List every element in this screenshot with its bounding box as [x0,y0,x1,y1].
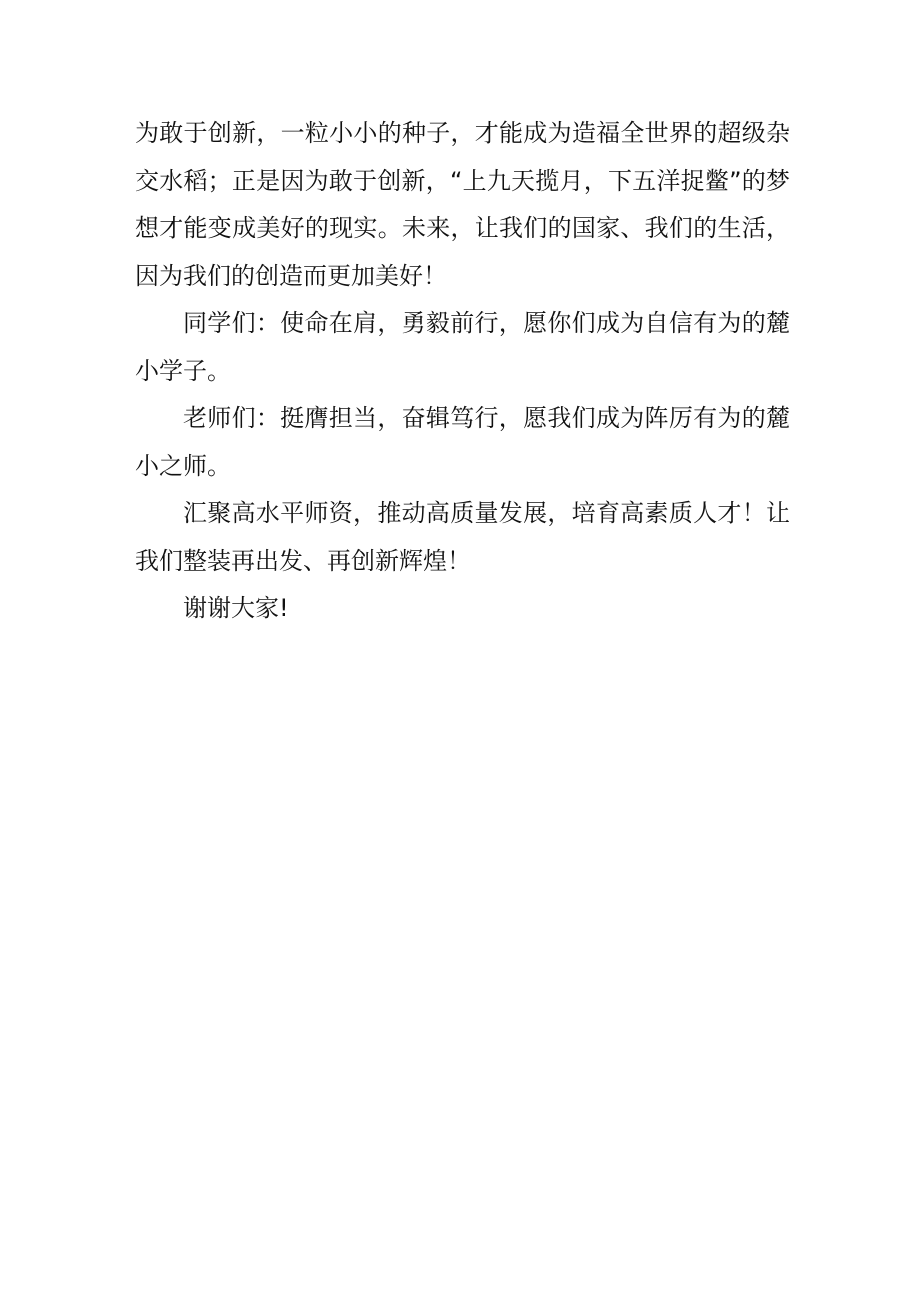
paragraph-teachers: 老师们：挺膺担当，奋辑笃行，愿我们成为阵厉有为的麓小之师。 [135,404,790,480]
paragraph-development: 汇聚高水平师资，推动高质量发展，培育高素质人才！让我们整装再出发、再创新辉煌！ [135,499,790,575]
paragraph-thanks: 谢谢大家! [183,594,289,622]
document-body [135,110,790,633]
paragraph-continuation: 为敢于创新，一粒小小的种子，才能成为造福全世界的超级杂交水稻；正是因为敢于创新，“上九天揽月，下五洋捉鳖”的梦想才能变成美好的现实。未来，让我们的国家、我们的生活，因为我们的创造而更加美好！ [135,119,790,290]
paragraph-students: 同学们：使命在肩，勇毅前行，愿你们成为自信有为的麓小学子。 [135,309,790,385]
